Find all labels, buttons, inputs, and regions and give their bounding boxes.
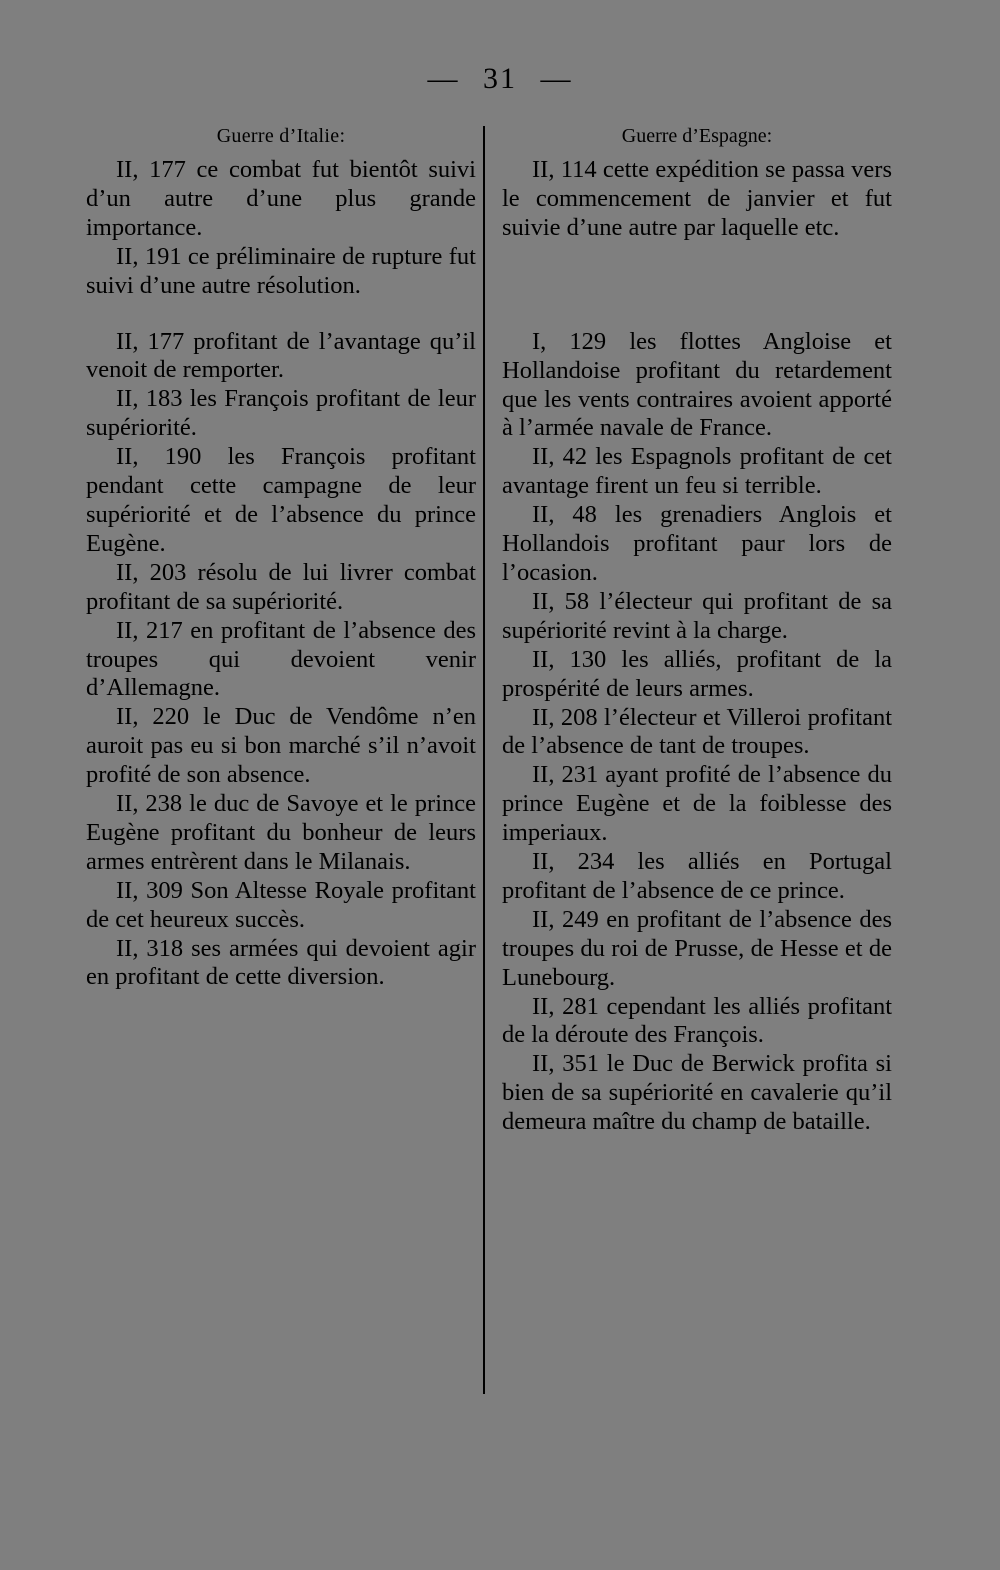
page-number-dash-right: — bbox=[540, 62, 573, 95]
right-entry: II, 58 l’électeur qui profitant de sa supériorité revint à la charge. bbox=[502, 587, 892, 644]
right-entry: II, 249 en profitant de l’absence des troupes du roi de Prusse, de Hesse et de Lunebourg. bbox=[502, 905, 892, 991]
right-entry: I, 129 les flottes Angloise et Hollandoise profitant du retardement que les vents contraires avoient apporté à l’armée navale de France. bbox=[502, 327, 892, 442]
left-entry: II, 217 en profitant de l’absence des troupes qui devoient venir d’Allemagne. bbox=[86, 616, 476, 702]
right-entry: II, 281 cependant les alliés profitant de la déroute des François. bbox=[502, 992, 892, 1049]
page-number: 31 bbox=[483, 62, 517, 95]
right-entry: II, 42 les Espagnols profitant de cet avantage firent un feu si terrible. bbox=[502, 443, 892, 500]
left-entry: II, 177 ce combat fut bientôt suivi d’un autre d’une plus grande importance. bbox=[86, 156, 476, 241]
column-divider bbox=[483, 126, 485, 1394]
right-column bbox=[502, 122, 892, 1137]
left-entry: II, 318 ses armées qui devoient agir en profitant de cette diversion. bbox=[86, 934, 476, 991]
left-entry: II, 309 Son Altesse Royale profitant de cet heureux succès. bbox=[86, 876, 476, 933]
right-entry: II, 351 le Duc de Berwick profita si bien de sa supériorité en cavalerie qu’il demeura maître du champ de bataille. bbox=[502, 1050, 892, 1136]
right-column-header: Guerre d’Espagne: bbox=[621, 125, 773, 147]
left-entry: II, 238 le duc de Savoye et le prince Eugène profitant du bonheur de leurs armes entrèrent dans le Milanais. bbox=[86, 790, 476, 875]
left-entry: II, 183 les François profitant de leur supériorité. bbox=[86, 385, 476, 442]
right-entry: II, 48 les grenadiers Anglois et Hollandois profitant paur lors de l’ocasion. bbox=[502, 501, 892, 586]
left-entry: II, 203 résolu de lui livrer combat profitant de sa supériorité. bbox=[86, 558, 476, 615]
right-entry: II, 234 les alliés en Portugal profitant de l’absence de ce prince. bbox=[502, 848, 892, 904]
left-entry: II, 191 ce préliminaire de rupture fut suivi d’une autre résolution. bbox=[86, 242, 476, 299]
right-entry: II, 231 ayant profité de l’absence du prince Eugène et de la foiblesse des imperiaux. bbox=[502, 761, 892, 847]
right-entry: II, 114 cette expédition se passa vers le commencement de janvier et fut suivie d’une autre par laquelle etc. bbox=[502, 156, 892, 241]
left-entry: II, 190 les François profitant pendant cette campagne de leur supériorité et de l’absence du prince Eugène. bbox=[86, 443, 476, 557]
left-entry: II, 177 profitant de l’avantage qu’il venoit de remporter. bbox=[86, 327, 476, 384]
left-entry: II, 220 le Duc de Vendôme n’en auroit pas eu si bon marché s’il n’avoit profité de son absence. bbox=[86, 703, 476, 789]
page-number-line bbox=[0, 62, 1000, 96]
right-entry: II, 208 l’électeur et Villeroi profitant de l’absence de tant de troupes. bbox=[502, 703, 892, 760]
left-column bbox=[86, 122, 476, 992]
right-entry: II, 130 les alliés, profitant de la prospérité de leurs armes. bbox=[502, 645, 892, 702]
page-number-dash-left: — bbox=[427, 62, 460, 95]
left-column-header: Guerre d’Italie: bbox=[216, 125, 346, 147]
